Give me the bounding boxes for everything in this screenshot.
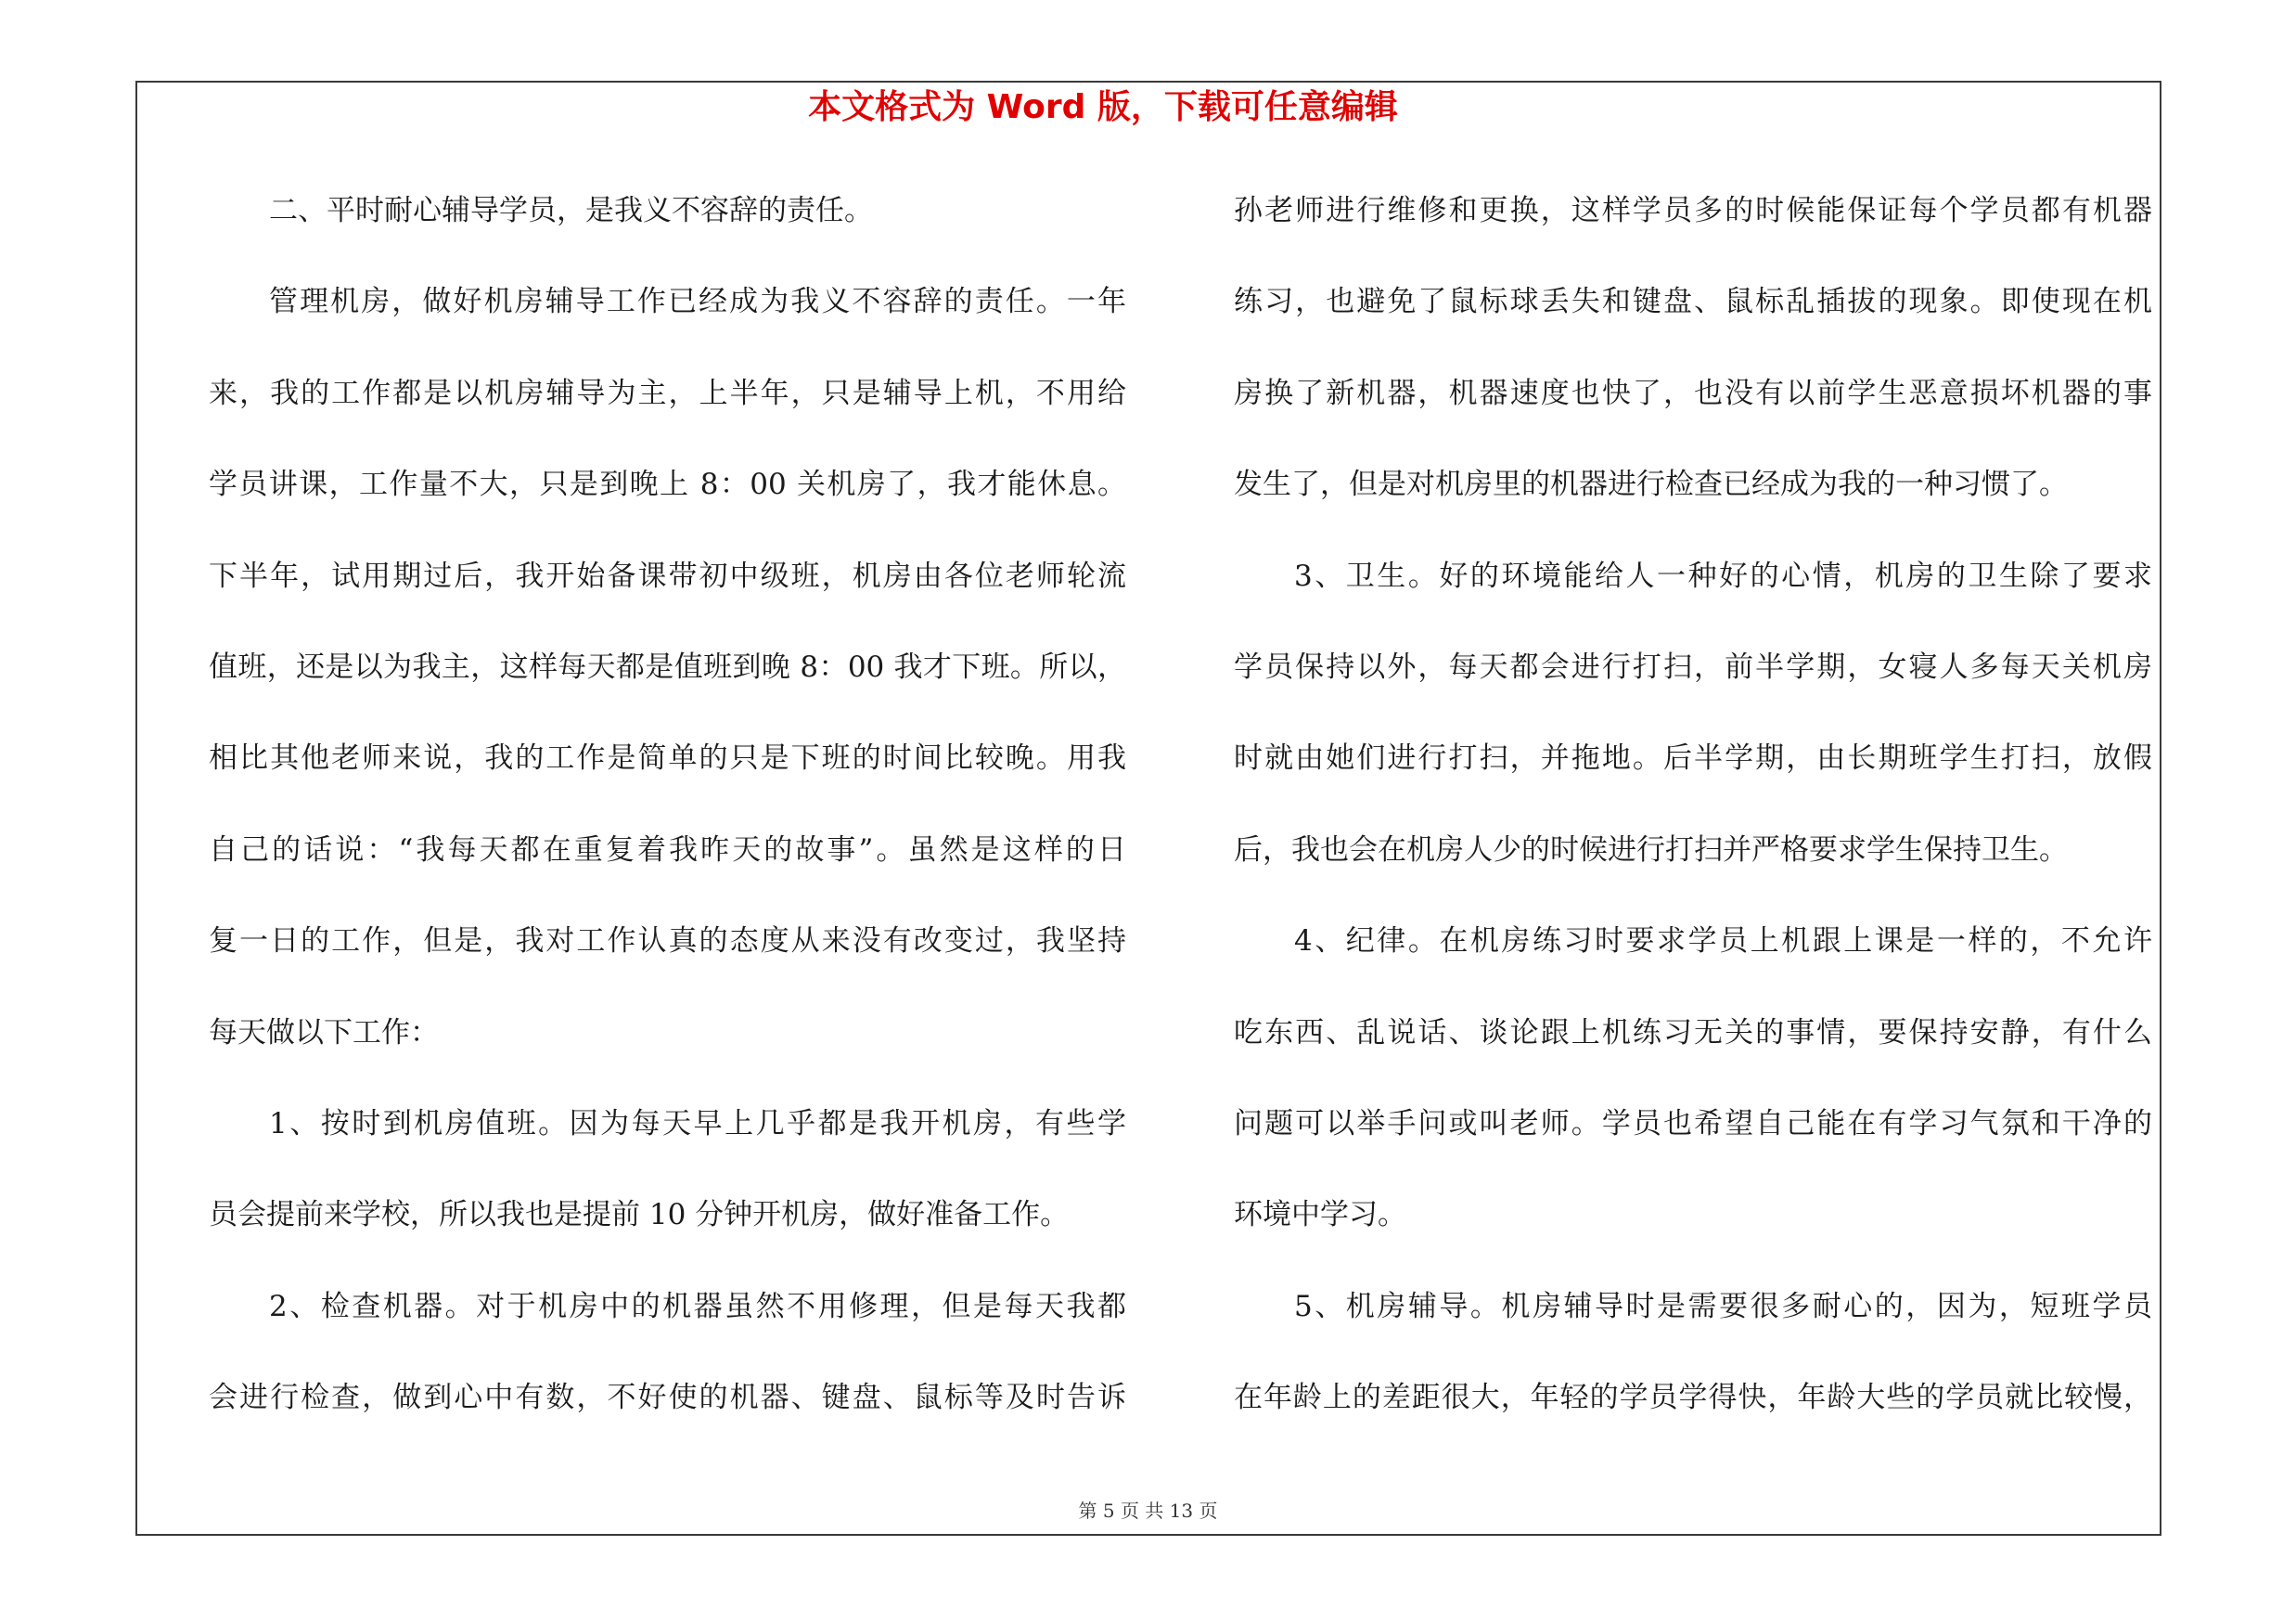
text-line: 复一日的工作，但是，我对工作认真的态度从来没有改变过，我坚持: [209, 924, 1126, 959]
text-line: 问题可以举手问或叫老师。学员也希望自己能在有学习气氛和干净的: [1234, 1106, 2152, 1140]
text-line: 在年龄上的差距很大，年轻的学员学得快，年龄大些的学员就比较慢，: [1234, 1381, 2152, 1415]
text-line: 学员保持以外，每天都会进行打扫，前半学期，女寝人多每天关机房: [1234, 650, 2152, 684]
format-notice: 本文格式为 Word 版，下载可任意编辑: [808, 88, 1398, 126]
text-line: 值班，还是以为我主，这样每天都是值班到晚 8：00 我才下班。所以，: [209, 650, 1126, 684]
left-column: [209, 165, 1126, 1443]
text-line: 2、检查机器。对于机房中的机器虽然不用修理，但是每天我都: [269, 1289, 1126, 1323]
text-line: 时就由她们进行打扫，并拖地。后半学期，由长期班学生打扫，放假: [1234, 741, 2152, 776]
text-line: 5、机房辅导。机房辅导时是需要很多耐心的，因为，短班学员: [1294, 1289, 2152, 1323]
text-line: 吃东西、乱说话、谈论跟上机练习无关的事情，要保持安静，有什么: [1234, 1015, 2152, 1050]
text-line: 练习，也避免了鼠标球丢失和键盘、鼠标乱插拔的现象。即使现在机: [1234, 285, 2152, 319]
text-line: 发生了，但是对机房里的机器进行检查已经成为我的一种习惯了。: [1234, 468, 2068, 502]
text-line: 环境中学习。: [1234, 1198, 1406, 1232]
text-line: 4、纪律。在机房练习时要求学员上机跟上课是一样的，不允许: [1294, 924, 2152, 959]
text-line: 相比其他老师来说，我的工作是简单的只是下班的时间比较晚。用我: [209, 741, 1126, 776]
text-line: 自己的话说：“我每天都在重复着我昨天的故事”。虽然是这样的日: [209, 832, 1126, 867]
text-line: 孙老师进行维修和更换，这样学员多的时候能保证每个学员都有机器: [1234, 194, 2152, 227]
text-line: 来，我的工作都是以机房辅导为主，上半年，只是辅导上机，不用给: [209, 376, 1126, 410]
text-line: 员会提前来学校，所以我也是提前 10 分钟开机房，做好准备工作。: [209, 1198, 1070, 1232]
page-number: 第 5 页 共 13 页: [1078, 1500, 1218, 1522]
text-line: 房换了新机器，机器速度也快了，也没有以前学生恶意损坏机器的事: [1234, 376, 2152, 410]
text-line: 下半年，试用期过后，我开始备课带初中级班，机房由各位老师轮流: [209, 559, 1126, 593]
text-line: 1、按时到机房值班。因为每天早上几乎都是我开机房，有些学: [269, 1106, 1126, 1140]
text-line: 每天做以下工作：: [209, 1015, 439, 1050]
right-column: [1234, 165, 2152, 1443]
text-line: 管理机房，做好机房辅导工作已经成为我义不容辞的责任。一年: [269, 285, 1126, 319]
text-line: 学员讲课，工作量不大，只是到晚上 8：00 关机房了，我才能休息。: [209, 468, 1126, 502]
text-line: 后，我也会在机房人少的时候进行打扫并严格要求学生保持卫生。: [1234, 832, 2068, 867]
text-line: 会进行检查，做到心中有数，不好使的机器、键盘、鼠标等及时告诉: [209, 1381, 1126, 1415]
text-line: 3、卫生。好的环境能给人一种好的心情，机房的卫生除了要求: [1294, 559, 2152, 593]
text-line: 二、平时耐心辅导学员，是我义不容辞的责任。: [269, 194, 873, 227]
